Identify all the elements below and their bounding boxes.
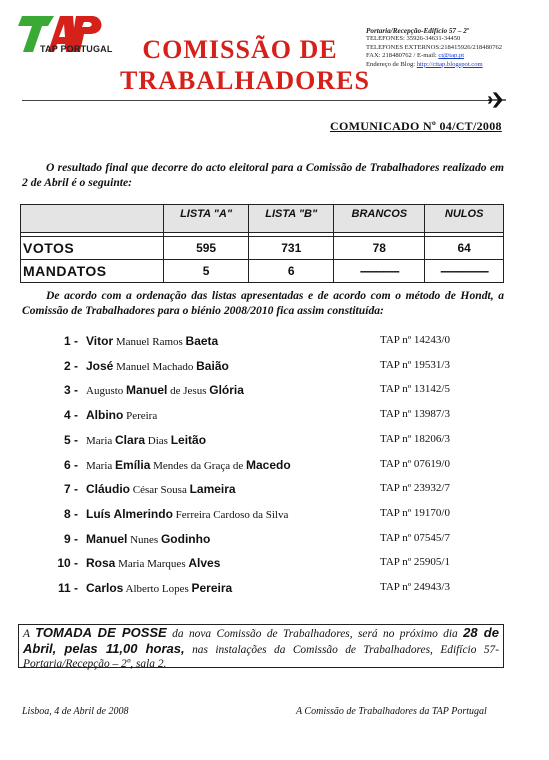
list-item <box>0 359 549 379</box>
member-name <box>86 556 220 570</box>
member-name-part: César Sousa <box>130 484 190 497</box>
member-name <box>86 334 218 348</box>
notice-bold-datetime: 28 de Abril, pelas 11,00 horas, <box>23 625 499 656</box>
member-index: 2 - <box>63 358 78 373</box>
column-header: LISTA "B" <box>249 205 334 233</box>
member-name <box>86 507 288 521</box>
results-table <box>20 204 504 283</box>
row-label: VOTOS <box>21 237 164 260</box>
member-name-emphasis: Emília <box>115 457 151 472</box>
member-name <box>86 383 244 397</box>
table-row <box>21 260 504 283</box>
member-name-emphasis: Leitão <box>170 432 207 447</box>
inauguration-notice <box>18 624 504 668</box>
list-item <box>0 556 549 576</box>
table-cell: 6 <box>249 260 334 283</box>
table-cell: 64 <box>425 237 504 260</box>
member-name-emphasis: Vitor <box>86 334 114 348</box>
tap-logo <box>18 12 128 62</box>
member-name <box>86 482 236 496</box>
member-name <box>86 408 157 422</box>
table-cell: 731 <box>249 237 334 260</box>
page-title <box>120 34 370 96</box>
contact-blog <box>366 61 546 69</box>
member-tap-number: TAP nº 19170/0 <box>380 506 450 519</box>
table-row <box>21 237 504 260</box>
list-item <box>0 581 549 601</box>
member-name-emphasis: Godinho <box>160 531 211 546</box>
member-name-emphasis: Carlos <box>86 581 124 595</box>
member-name-emphasis: Rosa <box>86 556 116 571</box>
contact-block <box>366 27 546 69</box>
list-item <box>0 383 549 403</box>
member-tap-number: TAP nº 19531/3 <box>380 358 450 371</box>
table-cell: ---------------- <box>425 260 504 283</box>
contact-fax-email <box>366 52 546 60</box>
member-name-emphasis: Baião <box>196 358 229 373</box>
list-item <box>0 334 549 354</box>
member-tap-number: TAP nº 14243/0 <box>380 334 450 346</box>
list-item <box>0 408 549 428</box>
signature: A Comissão de Trabalhadores da TAP Portugal <box>296 706 487 717</box>
member-name-emphasis: Glória <box>209 383 244 398</box>
member-name-emphasis: José <box>86 358 114 373</box>
member-name <box>86 581 232 595</box>
member-name-emphasis: Albino <box>86 408 124 423</box>
member-name-emphasis: Luís Almerindo <box>86 506 173 521</box>
member-tap-number: TAP nº 24943/3 <box>380 581 450 593</box>
member-name-emphasis: Cláudio <box>86 482 130 497</box>
member-index: 10 - <box>57 556 78 571</box>
place-date: Lisboa, 4 de Abril de 2008 <box>22 706 129 717</box>
communique-number: COMUNICADO Nº 04/CT/2008 <box>330 119 502 133</box>
member-name-part: Ferreira Cardoso da Silva <box>172 508 289 521</box>
member-name-part: Maria <box>86 434 116 447</box>
member-index: 4 - <box>63 408 78 423</box>
notice-text-1: da nova Comissão de Trabalhadores, será no próximo dia <box>166 628 464 640</box>
member-name-part: Pereira <box>123 410 158 423</box>
member-index: 9 - <box>63 531 78 546</box>
member-index: 3 - <box>63 383 78 398</box>
member-name-emphasis: Alves <box>188 556 221 571</box>
blog-link[interactable]: http://cttap.blogspot.com <box>416 60 483 68</box>
member-name <box>86 458 291 472</box>
column-header: NULOS <box>425 205 504 233</box>
contact-heading: Portaria/Recepção-Edifício 57 – 2º <box>366 27 469 35</box>
member-name-emphasis: Macedo <box>245 457 291 472</box>
member-name-emphasis: Clara <box>115 432 146 447</box>
member-name-part: Dias <box>145 434 171 447</box>
airplane-icon <box>487 91 507 109</box>
member-name-part: Maria <box>86 459 116 472</box>
member-name <box>86 532 210 546</box>
list-item <box>0 433 549 453</box>
contact-external-phones: TELEFONES EXTERNOS:218415926/218480762 <box>366 43 503 51</box>
logo-wordmark: TAP PORTUGAL <box>40 44 113 54</box>
title-line-1: COMISSÃO DE <box>142 35 338 64</box>
member-name-emphasis: Manuel <box>126 383 168 398</box>
member-name-emphasis: Manuel <box>86 531 128 546</box>
member-name <box>86 359 229 373</box>
member-name-part: Nunes <box>127 533 161 546</box>
member-name-emphasis: Baeta <box>185 334 219 348</box>
table-cell: ------------- <box>334 260 425 283</box>
notice-bold-event: TOMADA DE POSSE <box>35 625 167 640</box>
member-name-part: Alberto Lopes <box>123 583 192 595</box>
member-index: 11 - <box>57 581 78 595</box>
member-name-part: Maria Marques <box>115 558 189 571</box>
member-tap-number: TAP nº 13142/5 <box>380 383 450 396</box>
member-index: 7 - <box>63 482 78 497</box>
member-name-emphasis: Lameira <box>189 482 236 497</box>
notice-prefix: A <box>23 628 36 640</box>
list-item <box>0 507 549 527</box>
member-tap-number: TAP nº 23932/7 <box>380 482 450 495</box>
fax-label: FAX: 218480762 / E-mail: <box>366 52 439 60</box>
table-cell: 5 <box>164 260 249 283</box>
header-divider <box>22 100 490 101</box>
member-name-part: Manuel Ramos <box>113 336 186 348</box>
list-item <box>0 458 549 478</box>
member-index: 5 - <box>63 432 78 447</box>
member-name-part: Mendes da Graça de <box>150 459 246 472</box>
member-tap-number: TAP nº 18206/3 <box>380 432 450 445</box>
table-cell: 595 <box>164 237 249 260</box>
member-index: 6 - <box>63 457 78 472</box>
member-index: 1 - <box>63 334 78 348</box>
column-header: LISTA "A" <box>164 205 249 233</box>
member-tap-number: TAP nº 25905/1 <box>380 556 450 569</box>
member-tap-number: TAP nº 07545/7 <box>380 531 450 544</box>
member-name <box>86 433 206 447</box>
notice-text-2: nas instalações da Comissão de Trabalhadores, Edifício 57-Portaria/Recepção – 2º, sala 2. <box>23 643 500 670</box>
member-name-emphasis: Pereira <box>191 581 233 595</box>
title-line-2: TRABALHADORES <box>120 66 370 95</box>
list-item <box>0 532 549 552</box>
column-header: BRANCOS <box>334 205 425 233</box>
member-name-part: Augusto <box>86 385 127 398</box>
table-cell: 78 <box>334 237 425 260</box>
member-name-part: de Jesus <box>167 385 210 398</box>
contact-phones: TELEFONES: 35926-34631-34450 <box>366 35 461 43</box>
blog-label: Endereço de Blog: <box>366 60 417 68</box>
intro-paragraph: O resultado final que decorre do acto eleitoral para a Comissão de Trabalhadores realizado em 2 de Abril é o seguinte: <box>22 161 504 189</box>
table-header-empty <box>21 205 164 233</box>
member-tap-number: TAP nº 13987/3 <box>380 408 450 421</box>
row-label: MANDATOS <box>21 260 164 283</box>
email-link[interactable]: ct@tap.pt <box>438 52 465 60</box>
table-header-row <box>21 205 504 233</box>
list-item <box>0 482 549 502</box>
member-name-part: Manuel Machado <box>113 360 197 373</box>
member-index: 8 - <box>63 506 78 521</box>
composition-paragraph: De acordo com a ordenação das listas apresentadas e de acordo com o método de Hondt, a Comissão de Trabalhadores para o biénio 2008/2010 fica assim constituída: <box>22 289 504 317</box>
member-tap-number: TAP nº 07619/0 <box>380 457 450 470</box>
